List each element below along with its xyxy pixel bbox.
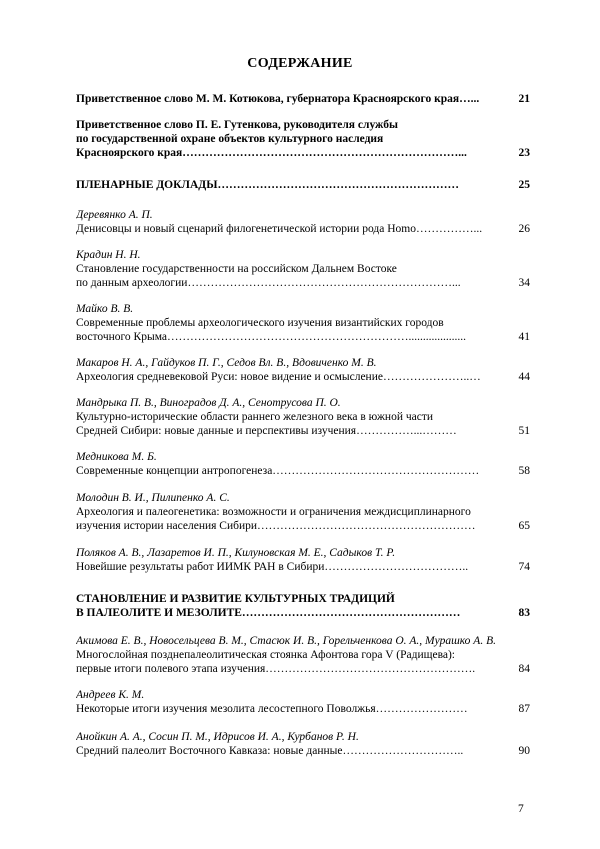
toc-page-number: 21	[515, 92, 531, 106]
toc-entry-line: Современные концепции антропогенеза……………………………………………… 58	[76, 465, 530, 477]
toc-entry-line: Средней Сибири: новые данные и перспективы изучения……………...……… 51	[76, 425, 530, 437]
toc-entry[interactable]	[76, 546, 530, 574]
page-title: СОДЕРЖАНИЕ	[247, 56, 353, 71]
toc-page-number: 34	[515, 276, 531, 290]
toc-entry-line: Приветственное слово М. М. Котюкова, губернатора Красноярского края…... 21	[76, 93, 530, 105]
toc-entry-line: Денисовцы и новый сценарий филогенетической истории рода Homo……………... 26	[76, 223, 530, 235]
toc-entry-line: СТАНОВЛЕНИЕ И РАЗВИТИЕ КУЛЬТУРНЫХ ТРАДИЦИЙ	[76, 593, 395, 605]
toc-entry-line: Археология и палеогенетика: возможности и ограничения междисциплинарного	[76, 506, 471, 518]
toc-page-number: 26	[515, 222, 531, 236]
toc-entry-authors: Мандрыка П. В., Виноградов Д. А., Сенотрусова П. О.	[76, 397, 341, 409]
toc-entry-line: Археология средневековой Руси: новое видение и осмысление…………………..… 44	[76, 371, 530, 383]
toc-entry-authors: Молодин В. И., Пилипенко А. С.	[76, 492, 230, 504]
toc-entry-line: Становление государственности на российском Дальнем Востоке	[76, 263, 397, 275]
toc-entry[interactable]	[76, 688, 530, 716]
toc-page-number: 90	[515, 744, 531, 758]
toc-entry-greeting-gutenkov[interactable]	[76, 118, 530, 160]
toc-entry-line: изучения истории населения Сибири………………………………………………… 65	[76, 520, 530, 532]
toc-entry[interactable]	[76, 356, 530, 384]
toc-page-number: 58	[515, 464, 531, 478]
toc-entry[interactable]	[76, 208, 530, 236]
toc-page-number: 41	[515, 330, 531, 344]
toc-entry-authors: Майко В. В.	[76, 303, 134, 315]
toc-entry-line: Современные проблемы археологического изучения византийских городов	[76, 317, 444, 329]
toc-page-number: 84	[515, 662, 531, 676]
toc-page-number: 51	[515, 424, 531, 438]
toc-entry-authors: Поляков А. В., Лазаретов И. П., Килуновская М. Е., Садыков Т. Р.	[76, 547, 396, 559]
toc-entry-line: Культурно-исторические области раннего железного века в южной части	[76, 411, 434, 423]
toc-entry-line: Некоторые итоги изучения мезолита лесостепного Поволжья…………………… 87	[76, 703, 530, 715]
toc-entry-line: Средний палеолит Восточного Кавказа: новые данные………………………….. 90	[76, 745, 530, 757]
toc-entry[interactable]	[76, 248, 530, 290]
toc-entry[interactable]	[76, 302, 530, 344]
toc-entry-line: Красноярского края………………………………………………………………... 23	[76, 147, 530, 159]
toc-page-number: 65	[515, 519, 531, 533]
toc-entry-authors: Анойкин А. А., Сосин П. М., Идрисов И. А., Курбанов Р. Н.	[76, 731, 359, 743]
toc-entry-line: В ПАЛЕОЛИТЕ И МЕЗОЛИТЕ………………………………………………… 83	[76, 607, 530, 619]
toc-entry[interactable]	[76, 396, 530, 438]
toc-entry-authors: Деревянко А. П.	[76, 209, 153, 221]
toc-page-number: 23	[515, 146, 531, 160]
toc-entry-line: по данным археологии……………………………………………………………... 34	[76, 277, 530, 289]
toc-entry[interactable]	[76, 450, 530, 478]
toc-entry-line: восточного Крыма……………………………………………………….................... 41	[76, 331, 530, 343]
toc-entry-authors: Андреев К. М.	[76, 689, 145, 701]
toc-section-paleolithic[interactable]	[76, 592, 530, 620]
toc-section-plenary[interactable]	[76, 178, 530, 192]
toc-entry-line: Новейшие результаты работ ИИМК РАН в Сибири……………………………….. 74	[76, 561, 530, 573]
toc-page-number: 83	[515, 606, 531, 620]
toc-entry-authors: Крадин Н. Н.	[76, 249, 141, 261]
toc-entry-authors: Акимова Е. В., Новосельцева В. М., Стасюк И. В., Горельченкова О. А., Мурашко А. В.	[76, 635, 496, 647]
toc-entry-line: Многослойная позднепалеолитическая стоянка Афонтова гора V (Радищева):	[76, 649, 455, 661]
toc-entry-line: по государственной охране объектов культурного наследия	[76, 133, 384, 145]
toc-entry-greeting-kotyukov[interactable]	[76, 92, 530, 106]
toc-page-number: 25	[515, 178, 531, 192]
toc-entry-authors: Макаров Н. А., Гайдуков П. Г., Седов Вл. В., Вдовиченко М. В.	[76, 357, 377, 369]
toc-entry[interactable]	[76, 491, 530, 533]
toc-page-number: 74	[515, 560, 531, 574]
toc-entry[interactable]	[76, 634, 530, 676]
toc-entry-line: Приветственное слово П. Е. Гутенкова, руководителя службы	[76, 119, 398, 131]
page-number: 7	[518, 803, 524, 815]
toc-entry-authors: Медникова М. Б.	[76, 451, 157, 463]
toc-entry-line: первые итоги полевого этапа изучения………………………………………………. 84	[76, 663, 530, 675]
toc-entry[interactable]	[76, 730, 530, 758]
toc-entry-line: ПЛЕНАРНЫЕ ДОКЛАДЫ……………………………………………………… 25	[76, 179, 530, 191]
toc-page-number: 44	[515, 370, 531, 384]
toc-page-number: 87	[515, 702, 531, 716]
